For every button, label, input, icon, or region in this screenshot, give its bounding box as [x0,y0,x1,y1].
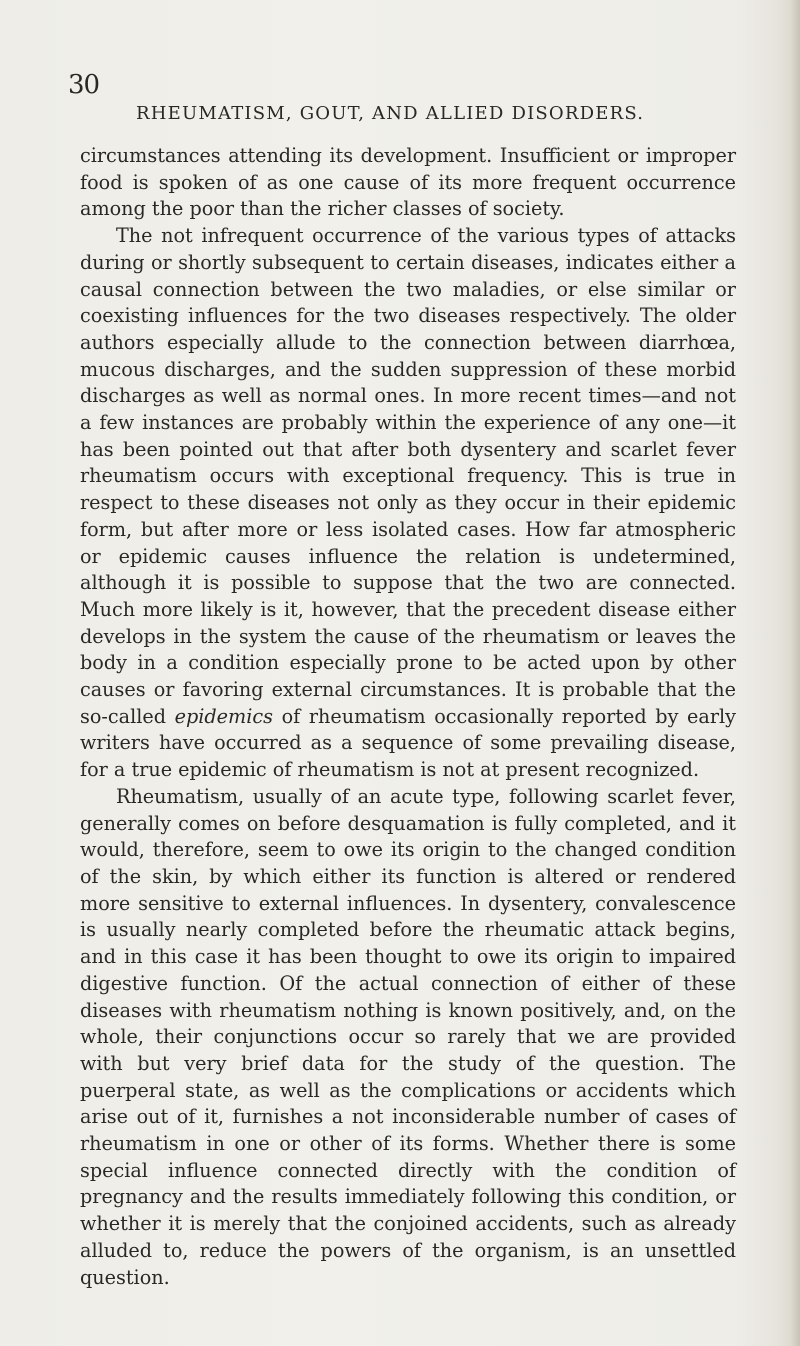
body-text [80,143,736,1291]
epidemics-italic: epidemics [174,704,273,728]
paragraph-2-text-after: of rheumatism occasionally reported by early writers have occurred as a sequence of some prevailing disease, for a true epidemic of rheumatism is not at present recognized. [80,704,737,782]
paragraph-2 [80,223,736,784]
page-edge-shadow [790,0,800,1346]
paragraph-2-text: The not infrequent occurrence of the various types of attacks during or shortly subsequent to certain diseases, indicates either a causal connection between the two maladies, or else similar or coexisting influences for the two diseases respectively. The older authors especially allude to the connection between diarrhœa, mucous discharges, and the sudden suppression of these morbid discharges as well as normal ones. In more recent times—and not a few instances are probably within the experience of any one—it has been pointed out that after both dysentery and scarlet fever rheumatism occurs with exceptional frequency. This is true in respect to these diseases not only as they occur in their epidemic form, but after more or less isolated cases. How far atmospheric or epidemic causes influence the relation is undetermined, although it is possible to suppose that the two are connected. Much more likely is it, however, that the precedent disease either develops in the system the cause of the rheumatism or leaves the body in a condition especially prone to be acted upon by other causes or favoring external circumstances. It is probable that the so-called [80,224,736,728]
paragraph-1-text: circumstances attending its development. Insufficient or improper food is spoken of as one cause of its more frequent occurrence among the poor than the richer classes of society. [80,144,736,221]
running-head: RHEUMATISM, GOUT, AND ALLIED DISORDERS. [136,103,645,124]
paragraph-1 [80,143,736,223]
paragraph-3 [80,784,736,1291]
paragraph-3-text: Rheumatism, usually of an acute type, following scarlet fever, generally comes on before desquamation is fully completed, and it would, therefore, seem to owe its origin to the changed condition of the skin, by which either its function is altered or rendered more sensitive to external influences. In dysentery, convalescence is usually nearly completed before the rheumatic attack begins, and in this case it has been thought to owe its origin to impaired digestive function. Of the actual connection of either of these diseases with rheumatism nothing is known positively, and, on the whole, their conjunctions occur so rarely that we are provided with but very brief data for the study of the question. The puerperal state, as well as the complications or accidents which arise out of it, furnishes a not inconsiderable number of cases of rheumatism in one or other of its forms. Whether there is some special influence connected directly with the condition of pregnancy and the results immediately following this condition, or whether it is merely that the conjoined accidents, such as already alluded to, reduce the powers of the organism, is an unsettled question. [80,784,736,1289]
page-number: 30 [68,70,100,100]
